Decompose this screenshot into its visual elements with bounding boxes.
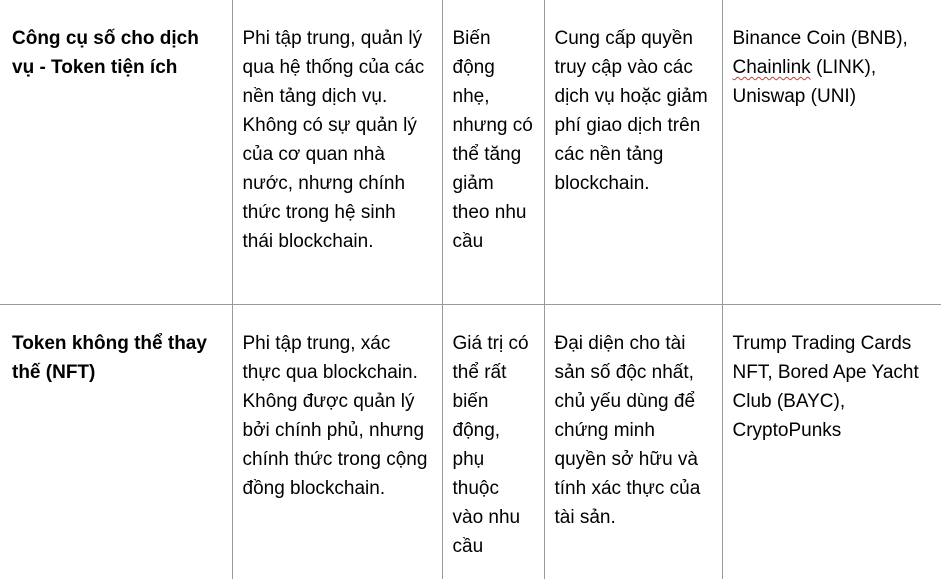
spellcheck-flagged-word[interactable]: Chainlink — [732, 57, 811, 78]
volatility-cell[interactable]: Biến động nhẹ, nhưng có thể tăng giảm theo nhu cầu — [442, 0, 544, 304]
examples-cell[interactable]: Trump Trading Cards NFT, Bored Ape Yacht Club (BAYC), CryptoPunks — [722, 304, 941, 579]
examples-cell[interactable] — [722, 0, 941, 304]
purpose-cell[interactable]: Cung cấp quyền truy cập vào các dịch vụ hoặc giảm phí giao dịch trên các nền tảng blockchain. — [544, 0, 722, 304]
token-type-cell[interactable]: Công cụ số cho dịch vụ - Token tiện ích — [0, 0, 232, 304]
volatility-cell[interactable]: Giá trị có thể rất biến động, phụ thuộc vào nhu cầu — [442, 304, 544, 579]
examples-text: (LINK), Uniswap (UNI) — [732, 57, 877, 107]
management-cell[interactable]: Phi tập trung, xác thực qua blockchain. Không được quản lý bởi chính phủ, nhưng chính thức trong cộng đồng blockchain. — [232, 304, 442, 579]
examples-text: Binance Coin (BNB), — [732, 28, 908, 49]
token-type-cell[interactable]: Token không thể thay thế (NFT) — [12, 332, 207, 383]
purpose-cell[interactable]: Đại diện cho tài sản số độc nhất, chủ yếu dùng để chứng minh quyền sở hữu và tính xác thực của tài sản. — [544, 304, 722, 579]
management-cell[interactable]: Phi tập trung, quản lý qua hệ thống của các nền tảng dịch vụ. Không có sự quản lý của cơ quan nhà nước, nhưng chính thức trong hệ sinh thái blockchain. — [232, 0, 442, 304]
table-row — [0, 304, 941, 579]
